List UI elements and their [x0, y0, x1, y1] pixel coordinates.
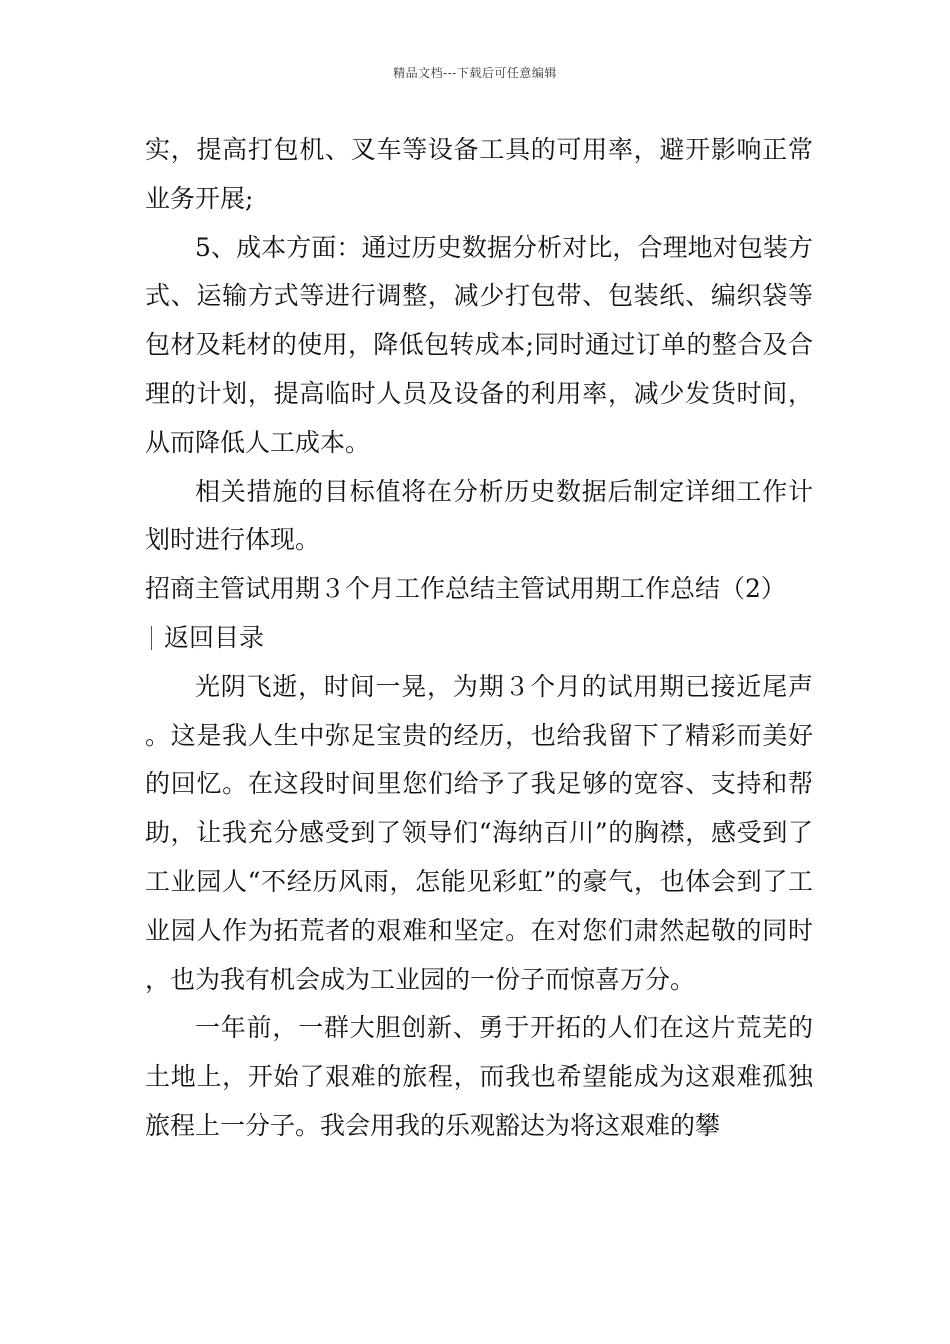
paragraph-intro: 光阴飞逝，时间一晃，为期３个月的试用期已接近尾声。这是我人生中弥足宝贵的经历，也给我留下了精彩而美好的回忆。在这段时间里您们给予了我足够的宽容、支持和帮助，让我充分感受到了领导们“海纳百川”的胸襟，感受到了工业园人“不经历风雨，怎能见彩虹”的豪气，也体会到了工业园人作为拓荒者的艰难和坚定。在对您们肃然起敬的同时，也为我有机会成为工业园的一份子而惊喜万分。 — [145, 671, 813, 994]
section-title: 招商主管试用期３个月工作总结主管试用期工作总结（2） — [145, 574, 786, 604]
back-to-toc-label[interactable]: 返回目录 — [164, 622, 265, 652]
paragraph-year-ago: 一年前，一群大胆创新、勇于开拓的人们在这片荒芜的土地上，开始了艰难的旅程，而我也希望能成为这艰难孤独旅程上一分子。我会用我的乐观豁达为将这艰难的攀 — [145, 1013, 813, 1140]
back-to-toc-link[interactable] — [145, 614, 813, 663]
paragraph-targets: 相关措施的目标值将在分析历史数据后制定详细工作计划时进行体现。 — [145, 476, 813, 555]
page-header: 精品文档---下载后可任意编辑 — [393, 66, 557, 80]
paragraph-cost: 5、成本方面：通过历史数据分析对比，合理地对包装方式、运输方式等进行调整，减少打包带、包装纸、编织袋等包材及耗材的使用，降低包转成本;同时通过订单的整合及合理的计划，提高临时人员及设备的利用率，减少发货时间，从而降低人工成本。 — [145, 232, 813, 457]
document-body — [145, 126, 813, 1151]
divider-bar — [151, 626, 152, 650]
paragraph-continuation: 实，提高打包机、叉车等设备工具的可用率，避开影响正常业务开展; — [145, 135, 813, 213]
